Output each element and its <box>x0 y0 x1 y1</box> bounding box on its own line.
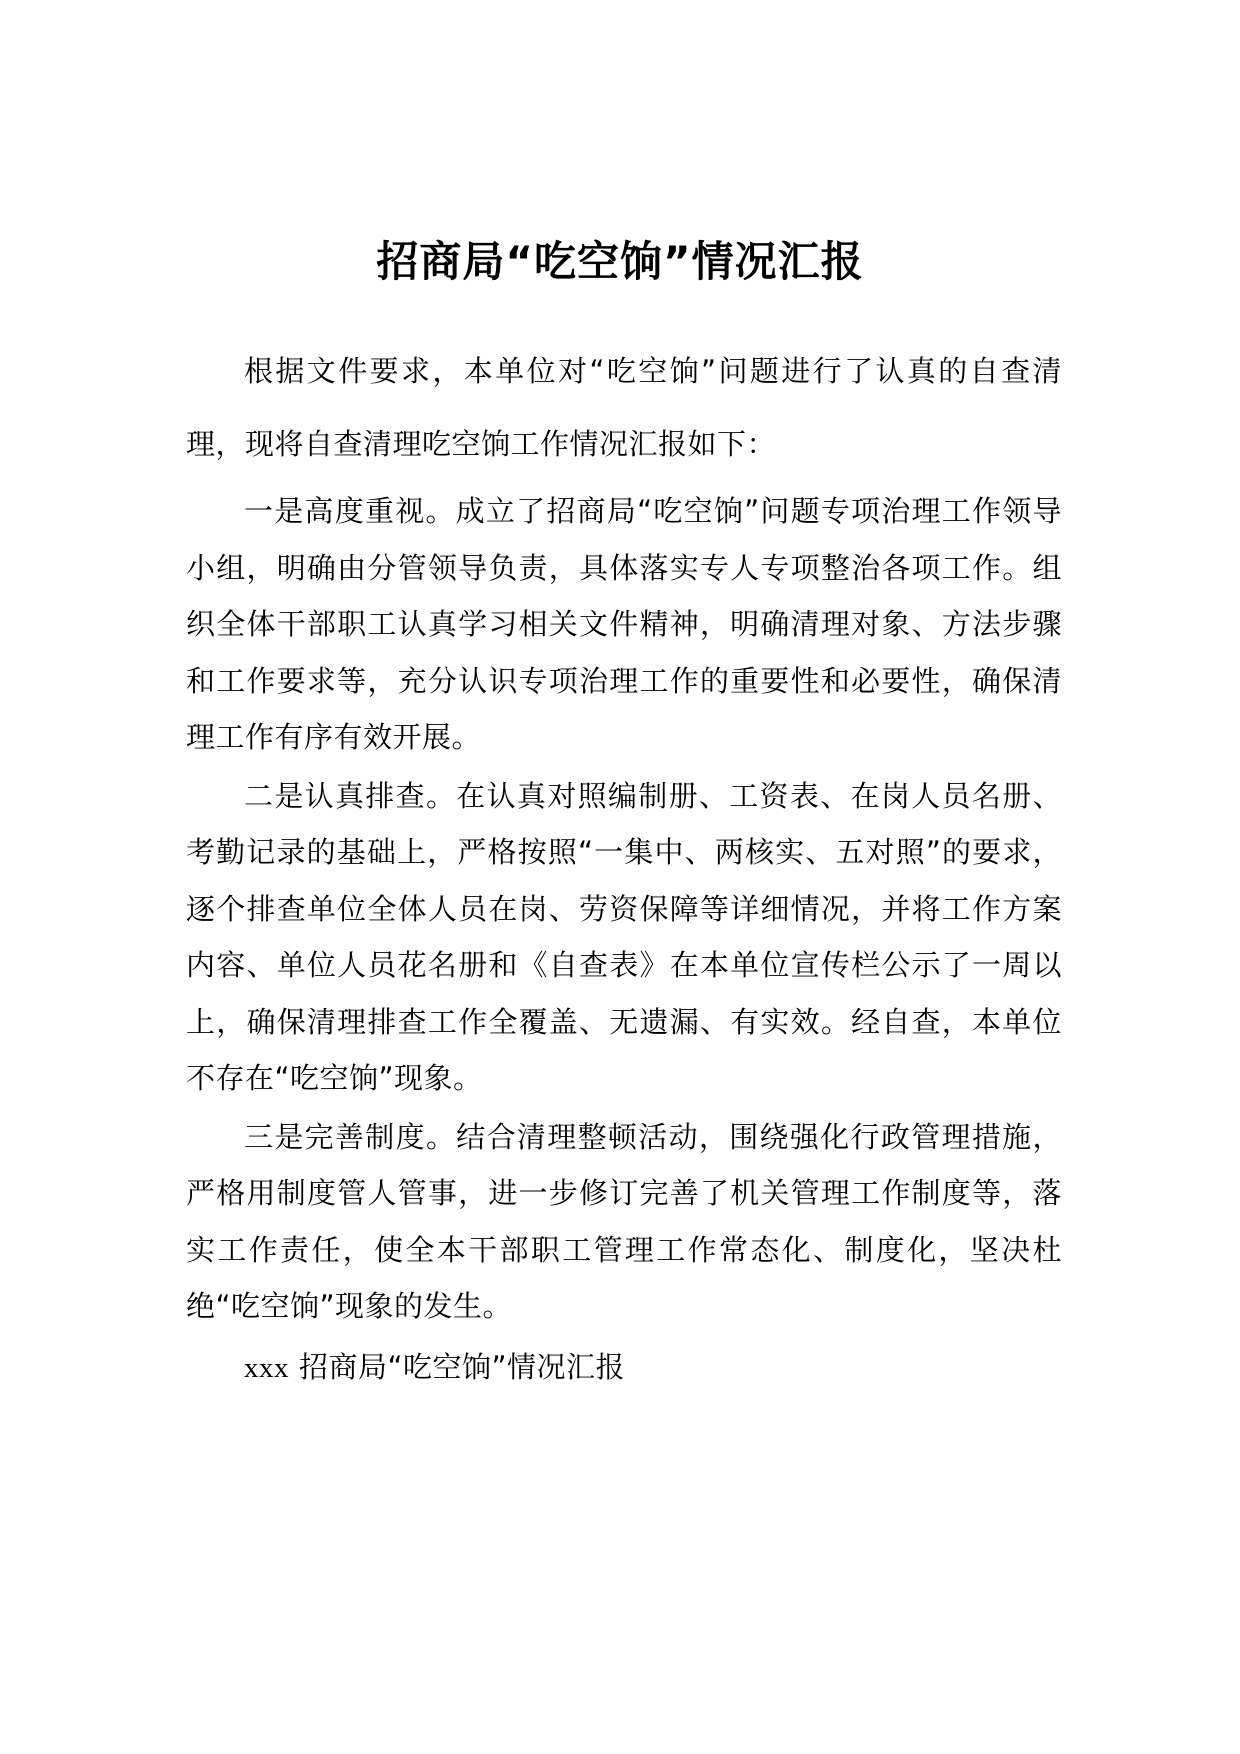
closing-text: 招商局“吃空饷”情况汇报 <box>299 1349 626 1384</box>
document-title: 招商局“吃空饷”情况汇报 <box>376 237 864 286</box>
document-body <box>186 344 1062 1398</box>
paragraph-point-three: 三是完善制度。结合清理整顿活动，围绕强化行政管理措施，严格用制度管人管事，进一步修订完善了机关管理工作制度等，落实工作责任，使全本干部职工管理工作常态化、制度化，坚决杜绝“吃空饷”现象的发生。 <box>186 1119 1062 1323</box>
paragraph-intro: 根据文件要求，本单位对“吃空饷”问题进行了认真的自查清理，现将自查清理吃空饷工作情况汇报如下： <box>186 354 1062 461</box>
paragraph-point-one: 一是高度重视。成立了招商局“吃空饷”问题专项治理工作领导小组，明确由分管领导负责，具体落实专人专项整治各项工作。组织全体干部职工认真学习相关文件精神，明确清理对象、方法步骤和工作要求等，充分认识专项治理工作的重要性和必要性，确保清理工作有序有效开展。 <box>186 494 1062 754</box>
paragraph-point-two: 二是认真排查。在认真对照编制册、工资表、在岗人员名册、考勤记录的基础上，严格按照“一集中、两核实、五对照”的要求，逐个排查单位全体人员在岗、劳资保障等详细情况，并将工作方案内容、单位人员花名册和《自查表》在本单位宣传栏公示了一周以上，确保清理排查工作全覆盖、无遗漏、有实效。经自查，本单位不存在“吃空饷”现象。 <box>186 778 1062 1095</box>
closing-line <box>186 1339 1062 1397</box>
closing-prefix: xxx <box>244 1351 289 1384</box>
